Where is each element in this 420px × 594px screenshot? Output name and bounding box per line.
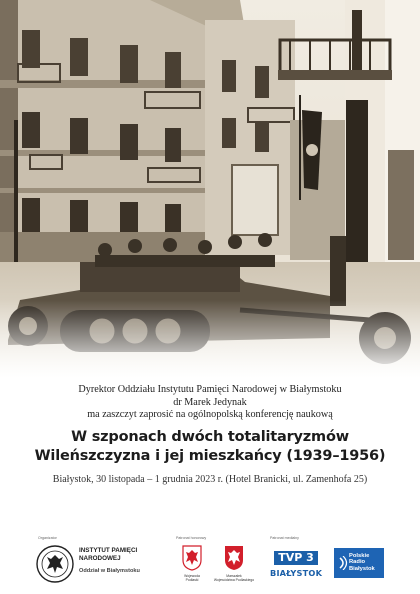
conference-place-date: Białystok, 30 listopada – 1 grudnia 2023 r. (Hotel Branicki, ul. Zamenhofa 25) [52, 473, 368, 485]
photo-fade [0, 300, 420, 382]
conference-title-line1: W szponach dwóch totalitaryzmów [71, 428, 349, 445]
patron1-line1: Wojewoda [184, 574, 200, 578]
radio-bialystok-logo [334, 548, 384, 578]
patronage-caption: Patronat honorowy [176, 536, 207, 540]
patron2-line1: Marszałek [226, 574, 242, 578]
radio-text [349, 553, 375, 572]
conference-title [0, 428, 420, 466]
invitation-line-director: Dyrektor Oddziału Instytutu Pamięci Narodowej w Białymstoku [78, 384, 342, 395]
patron1-line2: Podlaski [185, 578, 199, 582]
invitation-line-invite: ma zaszczyt zaprosić na ogólnopolską konferencję naukową [87, 409, 333, 420]
radio-wave-icon [338, 556, 348, 570]
patron2-line2: Województwa Podlaskiego [213, 578, 255, 582]
radio-line1: Polskie [349, 553, 370, 559]
invitation-text [0, 384, 420, 485]
tvp3-logo [270, 546, 322, 580]
patron2-caption [210, 574, 258, 582]
organizer-name-line1: INSTYTUT PAMIĘCI [79, 547, 138, 554]
voivode-crest-icon [182, 545, 202, 571]
tvp3-bottom: BIAŁYSTOK [270, 568, 323, 578]
media-caption: Patronat medialny [270, 536, 299, 540]
organizer-logo-text [79, 547, 140, 574]
organizer-caption: Organizator [38, 536, 57, 540]
organizer-name-line2: NARODOWEJ [79, 554, 121, 562]
ipn-seal-icon [36, 545, 74, 583]
patron1-caption [172, 574, 212, 582]
tvp3-top: TVP 3 [274, 551, 318, 565]
radio-line3: Białystok [349, 565, 375, 572]
radio-line2: Radio [349, 559, 366, 566]
conference-title-line2: Wileńszczyzna i jej mieszkańcy (1939–1956) [34, 447, 386, 464]
organizer-branch: Oddział w Białymstoku [79, 568, 140, 575]
marshal-crest-icon [224, 545, 244, 571]
invitation-line-name: dr Marek Jedynak [173, 396, 247, 408]
